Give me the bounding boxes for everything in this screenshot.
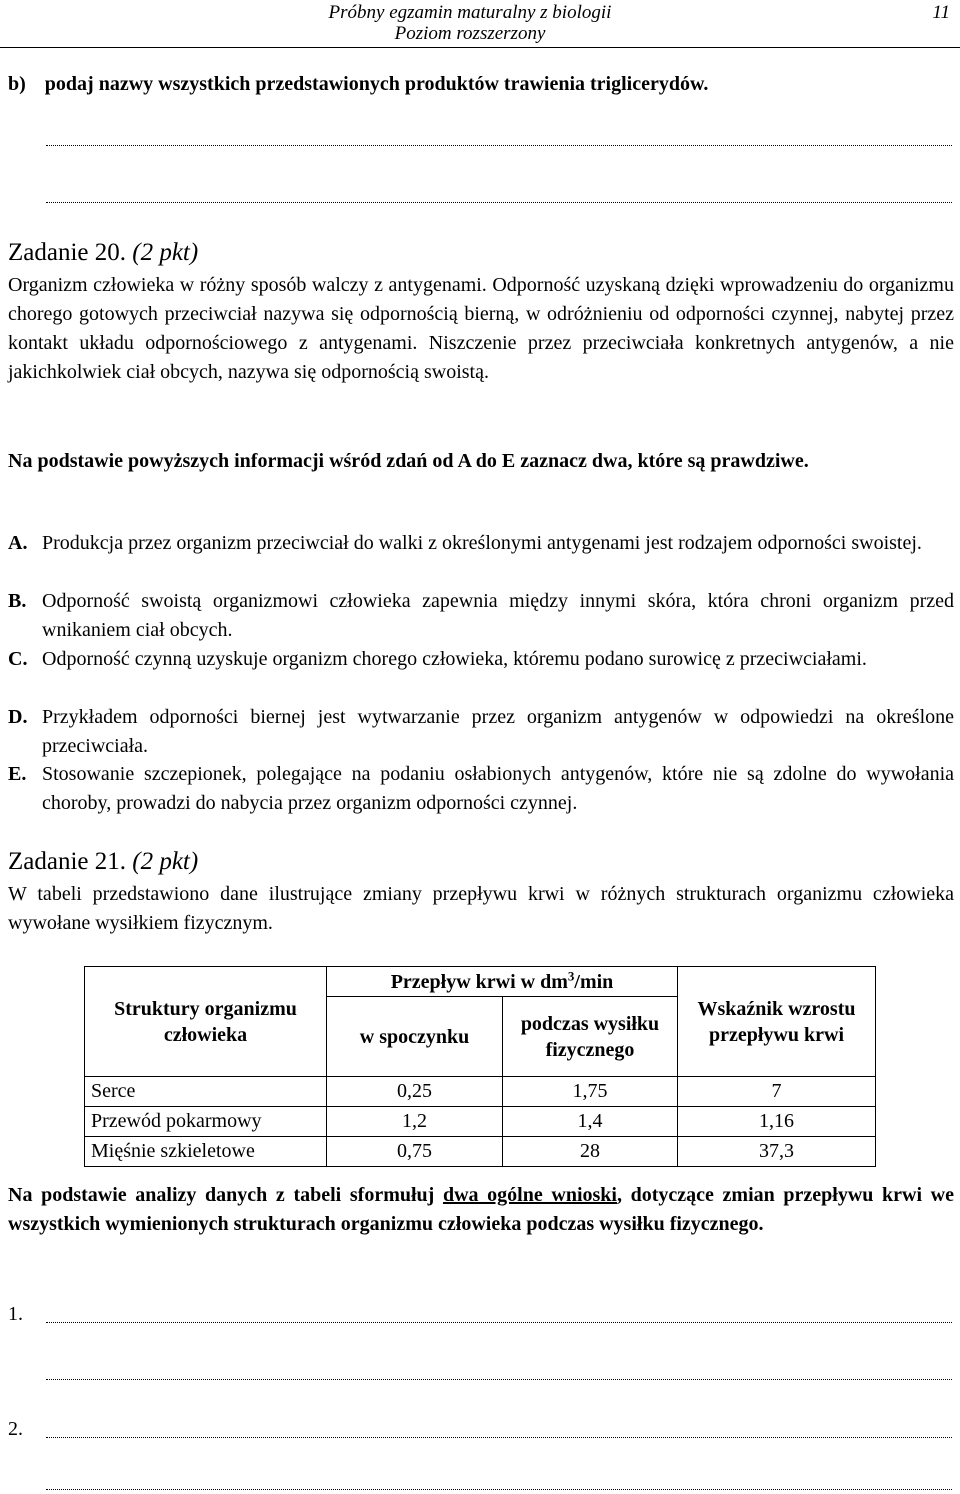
answer-line[interactable] [46, 1489, 952, 1490]
table-row [85, 1137, 876, 1167]
exam-title-line2: Poziom rozszerzony [394, 23, 546, 44]
option-e[interactable] [8, 760, 954, 818]
task-21-instruction [8, 1181, 954, 1239]
header-rest: w spoczynku [327, 997, 503, 1077]
table-row [85, 1107, 876, 1137]
option-a[interactable] [8, 529, 954, 558]
task-20-number: Zadanie 20. [8, 239, 127, 266]
exam-title [200, 2, 740, 44]
blood-flow-table [84, 966, 876, 1167]
page-header [0, 0, 960, 48]
header-flow-sup: 3 [567, 967, 575, 983]
answer-number-2: 2. [8, 1418, 23, 1440]
option-text: Stosowanie szczepionek, polegające na podaniu osłabionych antygenów, które nie są zdolne do wywołania choroby, prowadzi do nabycia przez organizm odporności czynnej. [42, 763, 954, 814]
cell-structure: Przewód pokarmowy [85, 1107, 327, 1137]
task-21-title [8, 847, 198, 877]
task-21-number: Zadanie 21. [8, 848, 127, 875]
cell-index: 37,3 [678, 1137, 876, 1167]
cell-rest: 0,75 [327, 1137, 503, 1167]
part-b-question [8, 70, 954, 99]
answer-line[interactable] [46, 1379, 952, 1380]
option-text: Produkcja przez organizm przeciwciał do walki z określonymi antygenami jest rodzajem odporności swoistej. [42, 532, 922, 554]
header-divider [0, 47, 960, 48]
cell-structure: Serce [85, 1077, 327, 1107]
answer-line[interactable] [46, 1322, 952, 1323]
header-structures: Struktury organizmu człowieka [85, 967, 327, 1077]
instruction-before: Na podstawie analizy danych z tabeli sformułuj [8, 1184, 443, 1206]
instruction-after: , dotyczące zmian przepływu krwi we wszystkich wymienionych strukturach organizmu człowieka podczas wysiłku fizycznego. [8, 1184, 955, 1235]
answer-line[interactable] [46, 145, 952, 146]
header-flow-suffix: /min [574, 970, 614, 993]
task-20-title [8, 238, 198, 268]
answer-line[interactable] [46, 202, 952, 203]
answer-line[interactable] [46, 1437, 952, 1438]
part-b-label: b) [8, 73, 26, 95]
header-index: Wskaźnik wzrostu przepływu krwi [678, 967, 876, 1077]
exam-title-line1: Próbny egzamin maturalny z biologii [328, 2, 612, 23]
option-letter: A. [8, 532, 28, 554]
option-letter: C. [8, 648, 28, 670]
option-d[interactable] [8, 703, 954, 761]
table-row [85, 1077, 876, 1107]
part-b-text: podaj nazwy wszystkich przedstawionych produktów trawienia triglicerydów. [44, 73, 709, 95]
cell-rest: 0,25 [327, 1077, 503, 1107]
answer-number-1: 1. [8, 1303, 23, 1325]
cell-effort: 1,4 [503, 1107, 678, 1137]
task-20-intro: Organizm człowieka w różny sposób walczy z antygenami. Odporność uzyskaną dzięki wprowadzeniu do organizmu chorego gotowych przeciwciał nazywa się odpornością bierną, w odróżnieniu od odporności czynnej, nabytej przez kontakt układu odpornościowego z antygenami. Niszczenie przez przeciwciała konkretnych antygenów, a nie jakichkolwiek ciał obcych, nazywa się odpornością swoistą. [8, 274, 954, 383]
task-20-instruction: Na podstawie powyższych informacji wśród zdań od A do E zaznacz dwa, które są prawdziwe. [8, 450, 809, 472]
option-c[interactable] [8, 645, 954, 674]
cell-index: 7 [678, 1077, 876, 1107]
header-flow [327, 967, 678, 997]
task-21-points: (2 pkt) [132, 848, 199, 875]
cell-index: 1,16 [678, 1107, 876, 1137]
option-b[interactable] [8, 587, 954, 645]
option-letter: B. [8, 590, 27, 612]
option-text: Przykładem odporności biernej jest wytwarzanie przez organizm antygenów w odpowiedzi na określone przeciwciała. [42, 706, 954, 757]
task-21-intro: W tabeli przedstawiono dane ilustrujące zmiany przepływu krwi w różnych strukturach organizmu człowieka wywołane wysiłkiem fizycznym. [8, 883, 954, 934]
instruction-underlined: dwa ogólne wnioski [442, 1184, 617, 1206]
cell-effort: 1,75 [503, 1077, 678, 1107]
cell-rest: 1,2 [327, 1107, 503, 1137]
cell-effort: 28 [503, 1137, 678, 1167]
header-effort: podczas wysiłku fizycznego [503, 997, 678, 1077]
option-text: Odporność swoistą organizmowi człowieka zapewnia między innymi skóra, która chroni organizm przed wnikaniem ciał obcych. [42, 590, 954, 641]
task-20-points: (2 pkt) [132, 239, 199, 266]
option-letter: E. [8, 763, 27, 785]
header-flow-prefix: Przepływ krwi w dm [390, 970, 568, 993]
cell-structure: Mięśnie szkieletowe [85, 1137, 327, 1167]
page-number: 11 [932, 2, 950, 23]
option-letter: D. [8, 706, 28, 728]
option-text: Odporność czynną uzyskuje organizm chorego człowieka, któremu podano surowicę z przeciwciałami. [42, 648, 867, 670]
